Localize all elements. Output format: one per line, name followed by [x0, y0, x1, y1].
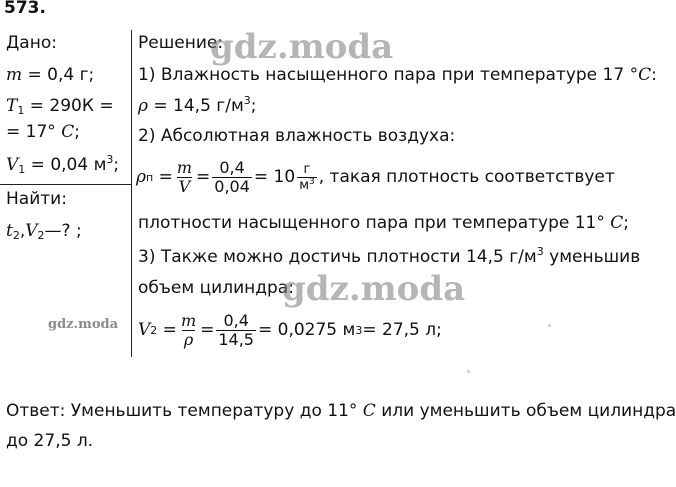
solution-step-2: 2) Абсолютная влажность воздуха:: [138, 126, 456, 146]
solution-step-3: 3) Также можно достичь плотности 14,5 $г/м^3$ уменьшив: [138, 245, 641, 267]
fraction-m-over-rho: $\frac{m}{\rho}$: [180, 311, 197, 349]
given-mass: m = 0,4 г;: [6, 65, 95, 85]
stray-dot: [467, 370, 470, 373]
solution-heading: Решение:: [138, 33, 224, 53]
solution-rho-p-formula: ρ п = $\frac{m}{V}$ = $\frac{0,4}{0,04}$ = 10 $\frac{г}{м^3}$ , такая плотность соответствует: [136, 158, 615, 196]
find-unknowns: $t_2,V_2—$? ;: [6, 221, 82, 242]
given-find-divider: [0, 184, 131, 185]
solution-step-1: 1) Влажность насыщенного пара при температуре 17 °C:: [138, 65, 657, 85]
watermark-top: gdz.moda: [210, 27, 394, 67]
fraction-v2-values: $\frac{0,4}{14,5}$: [218, 311, 254, 349]
fraction-m-over-v: $\frac{m}{V}$: [176, 158, 193, 196]
solution-v2-formula: V 2 = $\frac{m}{\rho}$ = $\frac{0,4}{14,5}$ = 0,0275 м 3 = 27,5 л;: [138, 311, 442, 349]
fraction-values: $\frac{0,4}{0,04}$: [214, 158, 250, 196]
solution-step-3-cont: объем цилиндра:: [138, 278, 294, 298]
stray-dot: [548, 324, 551, 327]
given-t1-continuation: = 17° C;: [6, 122, 80, 142]
column-divider: [131, 30, 132, 357]
watermark-small: gdz.moda: [48, 317, 119, 332]
solution-step-2-cont: плотности насыщенного пара при температуре 11° C;: [138, 213, 630, 233]
fraction-units: $\frac{г}{м^3}$: [299, 162, 315, 193]
given-t1: $T_1 = 290К$ =: [6, 96, 114, 117]
watermark-middle: gdz.moda: [282, 269, 466, 309]
answer-line-2: до 27,5 л.: [6, 431, 94, 451]
given-heading: Дано:: [6, 33, 57, 53]
solution-rho: ρ = 14,5 $г/м^3$;: [138, 94, 257, 116]
given-v1: $V_1 = 0,04$ $м^3$;: [6, 153, 120, 176]
problem-number: 573.: [4, 0, 46, 18]
answer-line-1: Ответ: Уменьшить температуру до 11° C или уменьшить объем цилиндра: [6, 401, 676, 421]
find-heading: Найти:: [6, 189, 67, 209]
